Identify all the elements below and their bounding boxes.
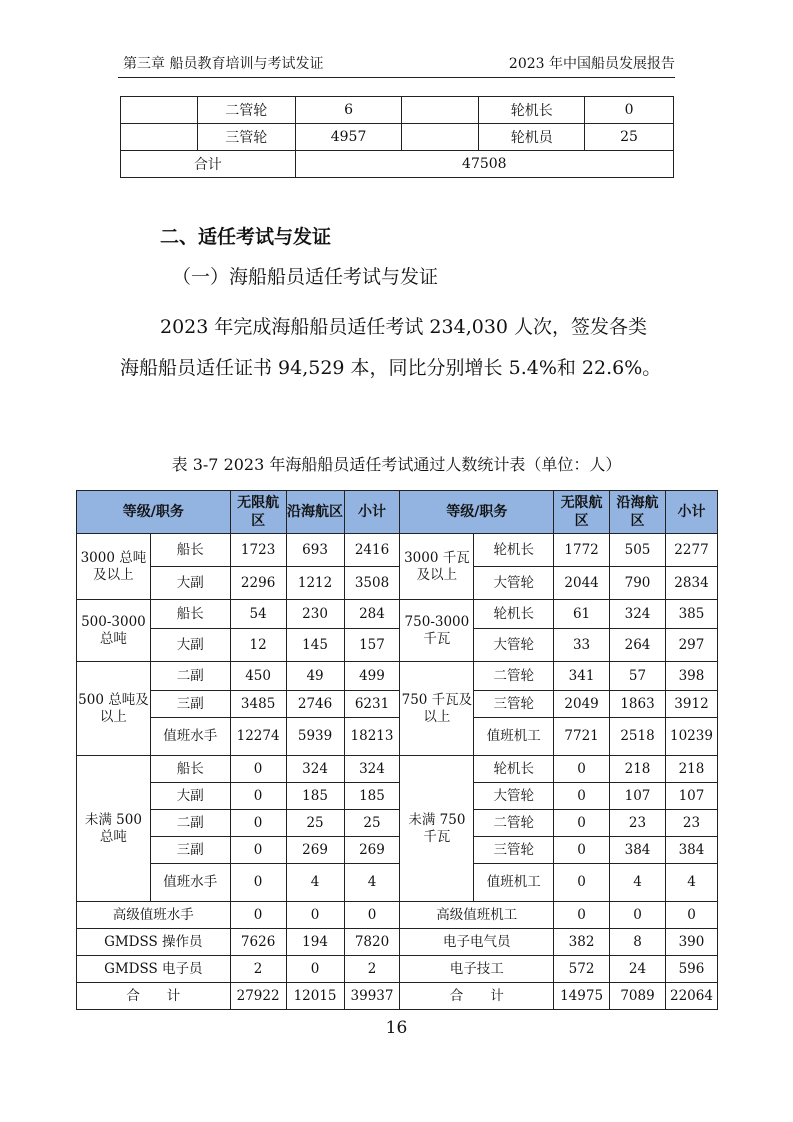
group-label: 500 总吨及以上 (77, 662, 151, 756)
table-cell: 二副 (150, 810, 230, 837)
table-row (77, 718, 718, 756)
table-cell: 1772 (554, 534, 610, 567)
table-cell: 230 (286, 600, 344, 629)
table-cell: 三管轮 (474, 837, 554, 864)
table-cell: 23 (665, 810, 717, 837)
table-cell: 2416 (344, 534, 400, 567)
table-cell: 6231 (344, 691, 400, 718)
table-cell: 33 (554, 629, 610, 662)
table-cell: 大副 (150, 567, 230, 600)
table-cell: 23 (610, 810, 666, 837)
subsection-heading: （一）海船船员适任考试与发证 (172, 266, 439, 288)
table-cell: 大管轮 (474, 783, 554, 810)
group-label: 500-3000 总吨 (77, 600, 151, 662)
running-header-report: 2023 年中国船员发展报告 (508, 56, 675, 72)
table-cell: 218 (665, 756, 717, 783)
table-cell: 7820 (344, 929, 400, 956)
table-cell: 2044 (554, 567, 610, 600)
table-cell: 二管轮 (474, 662, 554, 691)
table-cell: 大副 (150, 629, 230, 662)
table-cell: 107 (665, 783, 717, 810)
table-cell: 值班机工 (474, 718, 554, 756)
table-cell: 185 (286, 783, 344, 810)
table-cell: 57 (610, 662, 666, 691)
table-row (77, 567, 718, 600)
table-cell: 10239 (665, 718, 717, 756)
header-cell: 沿海航区 (286, 491, 344, 534)
table-cell: 电子技工 (400, 956, 554, 983)
table-cell: 2746 (286, 691, 344, 718)
table-cell: 值班水手 (150, 864, 230, 902)
table-cell: 0 (344, 902, 400, 929)
total-label: 合 计 (400, 983, 554, 1010)
table-cell: 三副 (150, 837, 230, 864)
table-cell: 324 (610, 600, 666, 629)
table-cell: 384 (610, 837, 666, 864)
table-cell: 船长 (150, 534, 230, 567)
running-header-chapter: 第三章 船员教育培训与考试发证 (123, 56, 324, 72)
continued-table (120, 96, 674, 178)
table-row (77, 629, 718, 662)
table-cell: 8 (610, 929, 666, 956)
table-cell: 572 (554, 956, 610, 983)
exam-statistics-table (76, 490, 718, 1010)
table-cell: 船长 (150, 600, 230, 629)
table-cell: 324 (286, 756, 344, 783)
table-cell: 450 (230, 662, 286, 691)
table-cell: 264 (610, 629, 666, 662)
table-cell: 7089 (610, 983, 666, 1010)
table-caption: 表 3-7 2023 年海船船员适任考试通过人数统计表（单位：人） (171, 455, 622, 474)
table-row (77, 756, 718, 783)
table-cell: GMDSS 电子员 (77, 956, 231, 983)
table-cell: 0 (230, 864, 286, 902)
table-cell: 7721 (554, 718, 610, 756)
group-label: 未满 750 千瓦 (400, 756, 474, 902)
table-cell: 4 (665, 864, 717, 902)
total-label: 合 计 (77, 983, 231, 1010)
table-cell: 值班水手 (150, 718, 230, 756)
table-cell: 107 (610, 783, 666, 810)
table-cell: 5939 (286, 718, 344, 756)
table-cell: 大管轮 (474, 567, 554, 600)
table-cell: 398 (665, 662, 717, 691)
group-label: 3000 千瓦及以上 (400, 534, 474, 600)
table-cell: 6 (295, 97, 402, 124)
table-cell: 269 (344, 837, 400, 864)
table-cell: 25 (344, 810, 400, 837)
table-cell: 145 (286, 629, 344, 662)
table-cell: 0 (286, 902, 344, 929)
table-cell: 49 (286, 662, 344, 691)
table-cell: 0 (554, 902, 610, 929)
header-cell: 沿海航区 (610, 491, 666, 534)
table-cell: 218 (610, 756, 666, 783)
table-cell: 高级值班机工 (400, 902, 554, 929)
table-cell: 25 (585, 124, 674, 151)
table-cell: 505 (610, 534, 666, 567)
table-cell: 轮机长 (474, 756, 554, 783)
table-cell: 二管轮 (474, 810, 554, 837)
table-cell: 25 (286, 810, 344, 837)
table-cell: 284 (344, 600, 400, 629)
table-cell: 2518 (610, 718, 666, 756)
table-cell: 790 (610, 567, 666, 600)
table-cell: 轮机长 (474, 600, 554, 629)
table-cell: 0 (610, 902, 666, 929)
paragraph-line-1: 2023 年完成海船船员适任考试 234,030 人次，签发各类 (160, 316, 648, 338)
paragraph-line-2: 海船船员适任证书 94,529 本，同比分别增长 5.4%和 22.6%。 (120, 357, 662, 379)
table-cell: 2834 (665, 567, 717, 600)
table-cell: 384 (665, 837, 717, 864)
table-cell: 382 (554, 929, 610, 956)
table-cell: 499 (344, 662, 400, 691)
header-rule (118, 77, 675, 78)
table-cell: 0 (554, 783, 610, 810)
table-cell: 二副 (150, 662, 230, 691)
table-cell: 4 (610, 864, 666, 902)
table-cell: 轮机员 (479, 124, 585, 151)
table-row (121, 97, 674, 124)
header-cell: 等级/职务 (400, 491, 554, 534)
table-cell: 0 (554, 864, 610, 902)
table-cell: 54 (230, 600, 286, 629)
table-cell: 297 (665, 629, 717, 662)
table-cell: 269 (286, 837, 344, 864)
table-cell: 385 (665, 600, 717, 629)
table-cell: 0 (554, 837, 610, 864)
table-cell: 0 (230, 783, 286, 810)
table-cell: 0 (554, 756, 610, 783)
table-cell: 0 (585, 97, 674, 124)
table-row (77, 837, 718, 864)
table-cell: 二管轮 (197, 97, 295, 124)
section-heading: 二、适任考试与发证 (160, 226, 332, 248)
table-cell: 693 (286, 534, 344, 567)
table-cell: 12 (230, 629, 286, 662)
table-cell: 390 (665, 929, 717, 956)
table-cell: 39937 (344, 983, 400, 1010)
table-cell: 3912 (665, 691, 717, 718)
table-cell: 18213 (344, 718, 400, 756)
table-cell: 4 (286, 864, 344, 902)
table-row (77, 902, 718, 929)
table-cell: 0 (230, 837, 286, 864)
table-row (77, 600, 718, 629)
group-label: 3000 总吨及以上 (77, 534, 151, 600)
table-cell: 12274 (230, 718, 286, 756)
table-cell: 14975 (554, 983, 610, 1010)
header-cell: 小计 (344, 491, 400, 534)
table-row-total (77, 983, 718, 1010)
header-cell: 无限航区 (230, 491, 286, 534)
table-cell: 船长 (150, 756, 230, 783)
table-cell (121, 97, 198, 124)
table-cell: 185 (344, 783, 400, 810)
table-cell: 4957 (295, 124, 402, 151)
table-cell: 0 (230, 902, 286, 929)
table-cell: 7626 (230, 929, 286, 956)
table-row (77, 662, 718, 691)
table-row (77, 929, 718, 956)
table-cell: 1723 (230, 534, 286, 567)
table-cell: 3485 (230, 691, 286, 718)
table-row (121, 124, 674, 151)
table-cell: 0 (665, 902, 717, 929)
table-cell: 电子电气员 (400, 929, 554, 956)
table-cell: 轮机长 (474, 534, 554, 567)
table-row (77, 534, 718, 567)
table-cell: 2277 (665, 534, 717, 567)
table-cell: 2296 (230, 567, 286, 600)
table-cell: 27922 (230, 983, 286, 1010)
table-cell: GMDSS 操作员 (77, 929, 231, 956)
table-cell (402, 124, 479, 151)
table-cell: 2 (230, 956, 286, 983)
table-cell: 0 (286, 956, 344, 983)
table-row (77, 810, 718, 837)
table-row (77, 956, 718, 983)
group-label: 未满 500 总吨 (77, 756, 151, 902)
table-cell: 194 (286, 929, 344, 956)
table-cell (402, 97, 479, 124)
table-cell: 大管轮 (474, 629, 554, 662)
table-cell: 0 (230, 756, 286, 783)
table-cell: 1863 (610, 691, 666, 718)
page-number: 16 (385, 1018, 408, 1038)
table-row (77, 783, 718, 810)
table-cell: 12015 (286, 983, 344, 1010)
group-label: 750-3000 千瓦 (400, 600, 474, 662)
table-cell: 三副 (150, 691, 230, 718)
table-cell: 三管轮 (474, 691, 554, 718)
table-cell: 值班机工 (474, 864, 554, 902)
table-cell: 1212 (286, 567, 344, 600)
table-cell: 324 (344, 756, 400, 783)
table-cell: 2 (344, 956, 400, 983)
table-cell: 高级值班水手 (77, 902, 231, 929)
total-label: 合计 (121, 151, 296, 178)
total-value: 47508 (295, 151, 673, 178)
table-cell: 0 (554, 810, 610, 837)
table-cell: 157 (344, 629, 400, 662)
table-cell: 0 (230, 810, 286, 837)
table-cell: 61 (554, 600, 610, 629)
table-row-total (121, 151, 674, 178)
group-label: 750 千瓦及以上 (400, 662, 474, 756)
table-cell: 22064 (665, 983, 717, 1010)
table-cell: 轮机长 (479, 97, 585, 124)
table-cell: 三管轮 (197, 124, 295, 151)
table-row (77, 691, 718, 718)
table-header-row (77, 491, 718, 534)
table-row (77, 864, 718, 902)
table-cell (121, 124, 198, 151)
table-cell: 24 (610, 956, 666, 983)
header-cell: 等级/职务 (77, 491, 231, 534)
header-cell: 小计 (665, 491, 717, 534)
table-cell: 2049 (554, 691, 610, 718)
header-cell: 无限航区 (554, 491, 610, 534)
table-cell: 3508 (344, 567, 400, 600)
table-cell: 4 (344, 864, 400, 902)
table-cell: 596 (665, 956, 717, 983)
table-cell: 341 (554, 662, 610, 691)
table-cell: 大副 (150, 783, 230, 810)
